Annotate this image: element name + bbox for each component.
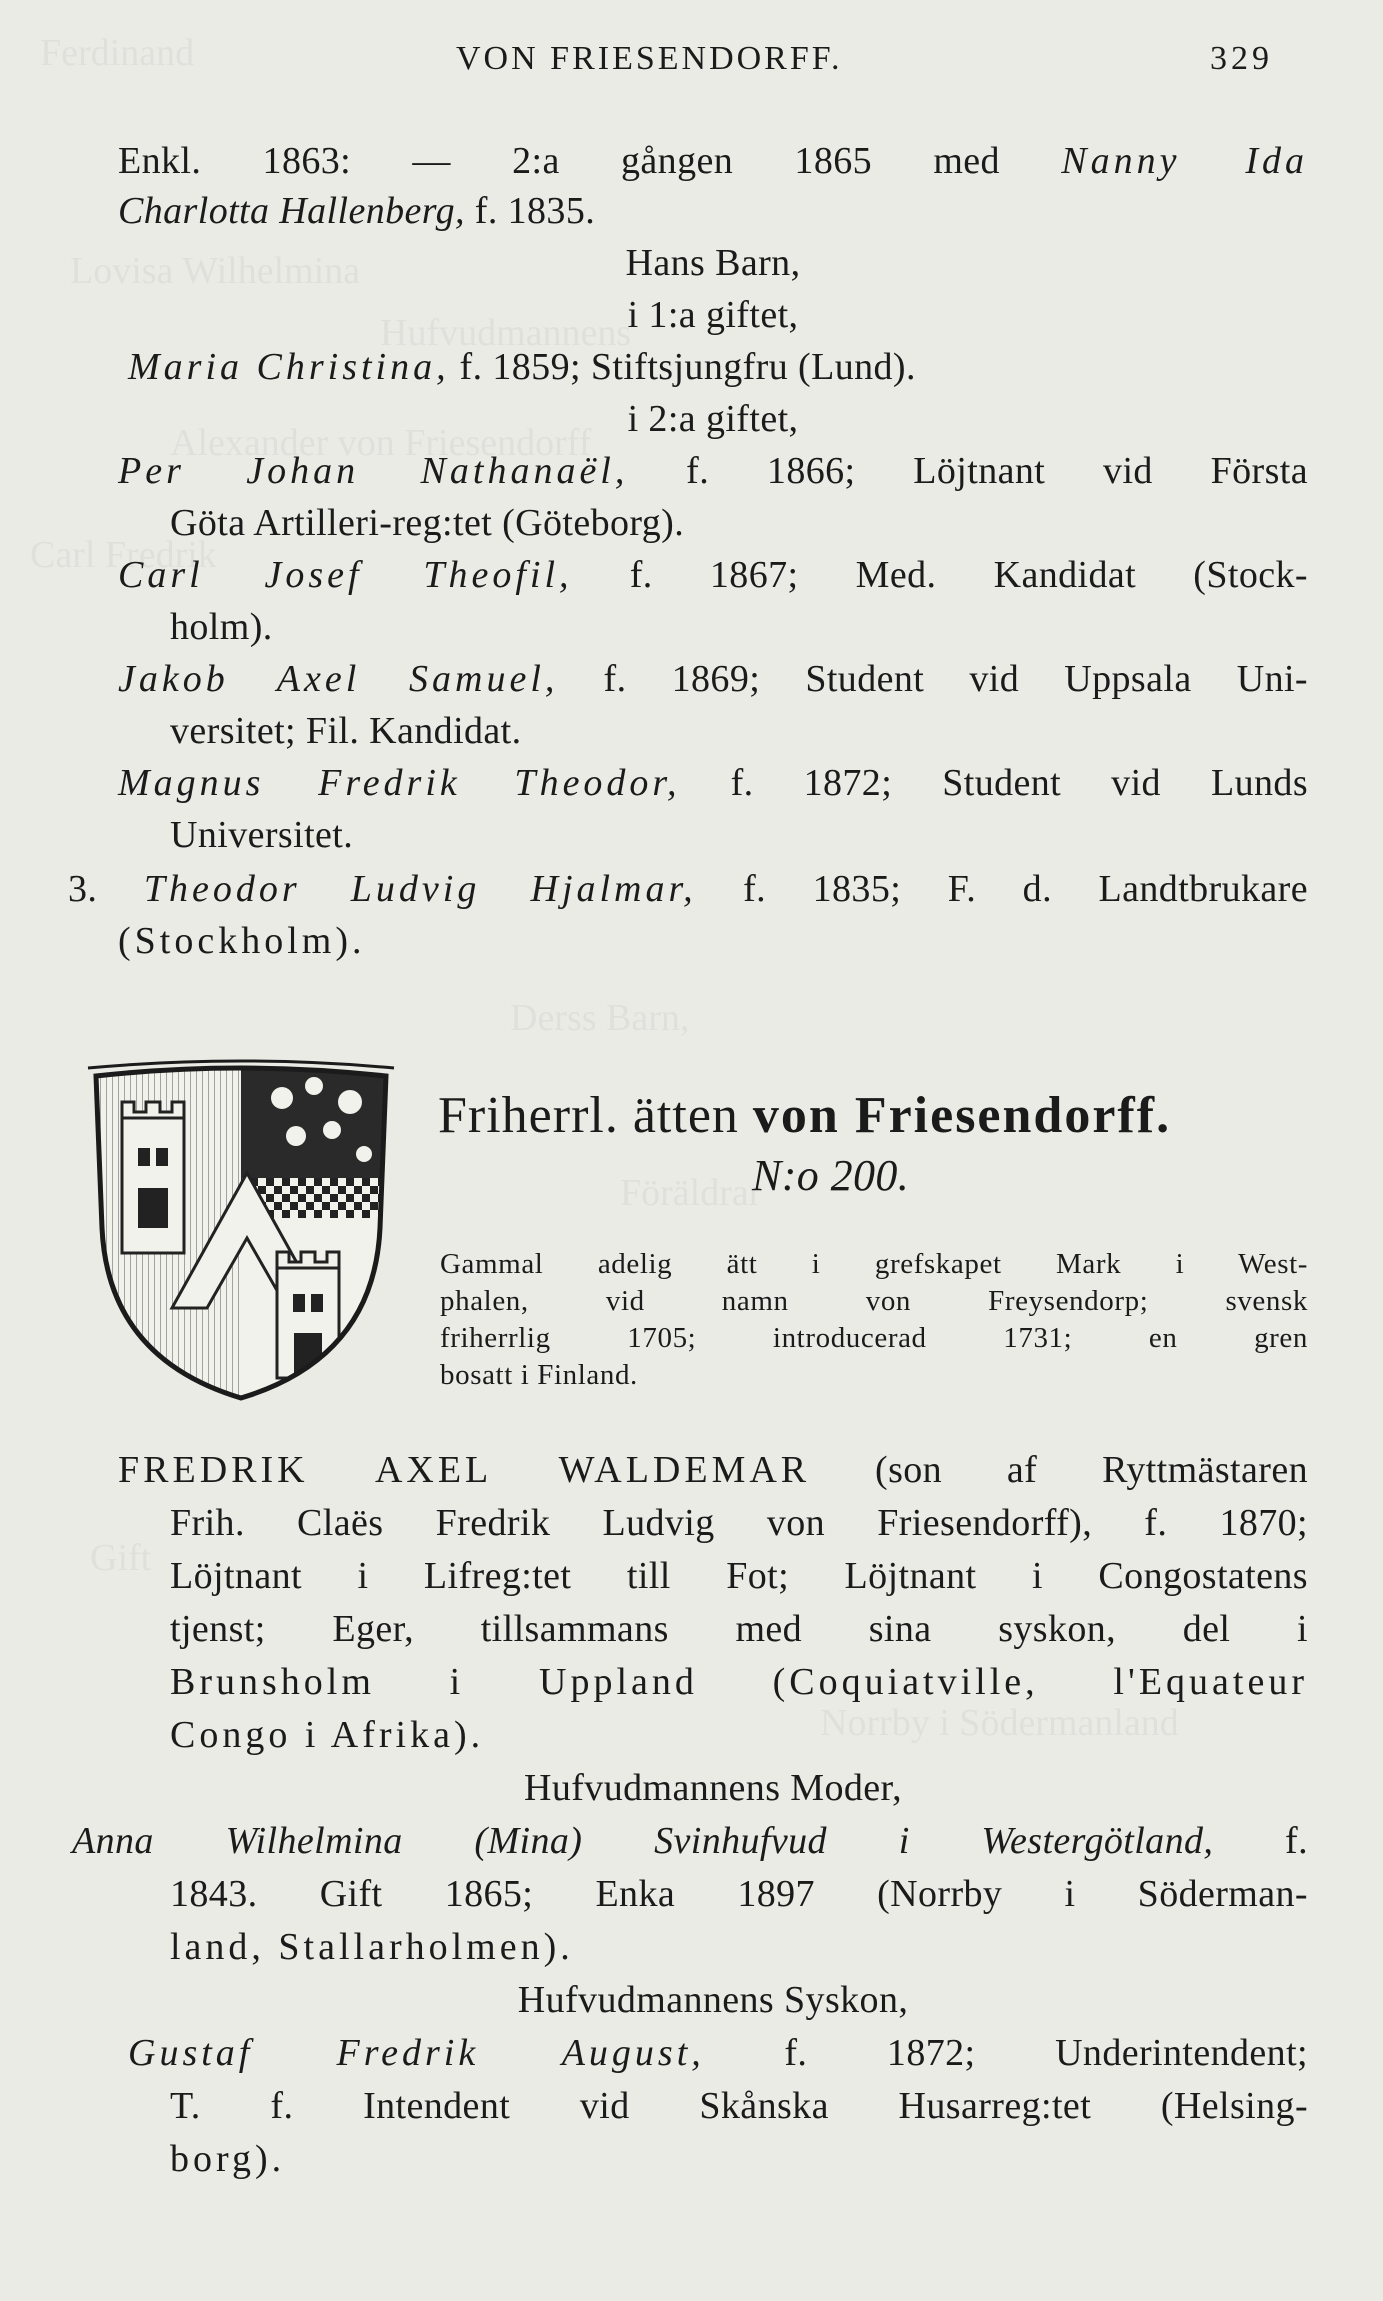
bleed-through bbox=[620, 1170, 761, 1216]
children-heading: Hans Barn, bbox=[625, 242, 801, 284]
bleed-through bbox=[820, 1700, 1179, 1746]
entry-text: f. 1859; Stiftsjungfru (Lund). bbox=[449, 346, 916, 388]
child-entry bbox=[68, 866, 1308, 912]
entry-text: f. 1872; Underintendent; bbox=[704, 2032, 1309, 2074]
siblings-heading: Hufvudmannens Syskon, bbox=[517, 1979, 909, 2021]
head-entry-cont: Congo i Afrika). bbox=[170, 1714, 485, 1756]
person-name: Carl Josef Theofil, bbox=[118, 554, 573, 596]
bleed-through bbox=[90, 1535, 151, 1581]
entry-line bbox=[118, 188, 595, 234]
entry-text: f. 1835. bbox=[464, 190, 596, 232]
child-entry-cont: versitet; Fil. Kandidat. bbox=[170, 710, 522, 752]
child-entry-cont: (Stockholm). bbox=[118, 920, 366, 962]
family-number: N:o 200. bbox=[752, 1151, 910, 1200]
head-name: FREDRIK AXEL WALDEMAR bbox=[118, 1449, 811, 1491]
mother-entry bbox=[72, 1818, 1308, 1864]
family-title bbox=[438, 1086, 1171, 1146]
head-entry-cont: Löjtnant i Lifreg:tet till Fot; Löjtnant i Congostatens bbox=[170, 1555, 1308, 1597]
child-entry bbox=[118, 656, 1308, 702]
page-number: 329 bbox=[1210, 40, 1273, 77]
mother-entry-cont: 1843. Gift 1865; Enka 1897 (Norrby i Söderman- bbox=[170, 1873, 1308, 1915]
entry-text: f. 1866; Löjtnant vid Första bbox=[628, 450, 1309, 492]
child-entry bbox=[118, 760, 1308, 806]
mother-heading: Hufvudmannens Moder, bbox=[524, 1767, 902, 1809]
entry-line bbox=[118, 138, 1308, 184]
entry-text: f. 1869; Student vid Uppsala Uni- bbox=[558, 658, 1308, 700]
person-name: Nanny Ida bbox=[1061, 140, 1308, 182]
child-entry bbox=[128, 344, 916, 390]
sibling-entry-cont: borg). bbox=[170, 2138, 286, 2180]
child-entry-cont: holm). bbox=[170, 606, 273, 648]
person-name: Jakob Axel Samuel, bbox=[118, 658, 559, 700]
coat-of-arms-icon bbox=[82, 1058, 400, 1404]
entry-number: 3. bbox=[68, 868, 98, 910]
family-intro-line: Gammal adelig ätt i grefskapet Mark i West- bbox=[440, 1248, 1308, 1280]
sibling-entry-cont: T. f. Intendent vid Skånska Husarreg:tet (Helsing- bbox=[170, 2085, 1308, 2127]
family-title-name: von Friesendorff. bbox=[752, 1087, 1172, 1144]
family-title-prefix: Friherrl. ätten bbox=[438, 1087, 753, 1144]
person-name: Maria Christina, bbox=[128, 346, 450, 388]
person-name: Per Johan Nathanaël, bbox=[118, 450, 629, 492]
person-name: Theodor Ludvig Hjalmar, bbox=[143, 868, 697, 910]
bleed-through bbox=[510, 995, 689, 1041]
head-entry-cont: Brunsholm i Uppland (Coquiatville, l'Equateur bbox=[170, 1661, 1308, 1703]
family-intro-line: phalen, vid namn von Freysendorp; svensk bbox=[440, 1285, 1308, 1317]
head-entry-cont: tjenst; Eger, tillsammans med sina syskon, del i bbox=[170, 1608, 1308, 1650]
person-name: Anna Wilhelmina (Mina) Svinhufvud i Westergötland, bbox=[72, 1820, 1214, 1862]
marriage-label: i 2:a giftet, bbox=[627, 398, 799, 440]
entry-text: f. 1835; F. d. Landtbrukare bbox=[696, 868, 1308, 910]
person-name: Charlotta Hallenberg, bbox=[118, 190, 465, 232]
entry-text: (son af Ryttmästaren bbox=[810, 1449, 1308, 1491]
head-entry-cont: Frih. Claës Fredrik Ludvig von Friesendorff), f. 1870; bbox=[170, 1502, 1308, 1544]
person-name: Gustaf Fredrik August, bbox=[128, 2032, 705, 2074]
marriage-label: i 1:a giftet, bbox=[627, 294, 799, 336]
family-intro-line: bosatt i Finland. bbox=[440, 1359, 638, 1391]
bleed-through bbox=[40, 30, 194, 76]
child-entry-cont: Universitet. bbox=[170, 814, 354, 856]
entry-text: f. bbox=[1213, 1820, 1308, 1862]
person-name: Magnus Fredrik Theodor, bbox=[118, 762, 681, 804]
running-title: VON FRIESENDORFF. bbox=[456, 40, 843, 77]
child-entry bbox=[118, 552, 1308, 598]
head-entry bbox=[118, 1447, 1308, 1493]
child-entry-cont: Göta Artilleri-reg:tet (Göteborg). bbox=[170, 502, 685, 544]
mother-entry-cont: land, Stallarholmen). bbox=[170, 1926, 574, 1968]
entry-text: f. 1867; Med. Kandidat (Stock- bbox=[572, 554, 1308, 596]
child-entry bbox=[118, 448, 1308, 494]
entry-text: Enkl. 1863: — 2:a gången 1865 med bbox=[118, 140, 1062, 182]
family-intro-line: friherrlig 1705; introducerad 1731; en gren bbox=[440, 1322, 1308, 1354]
sibling-entry bbox=[128, 2030, 1308, 2076]
entry-text: f. 1872; Student vid Lunds bbox=[680, 762, 1309, 804]
